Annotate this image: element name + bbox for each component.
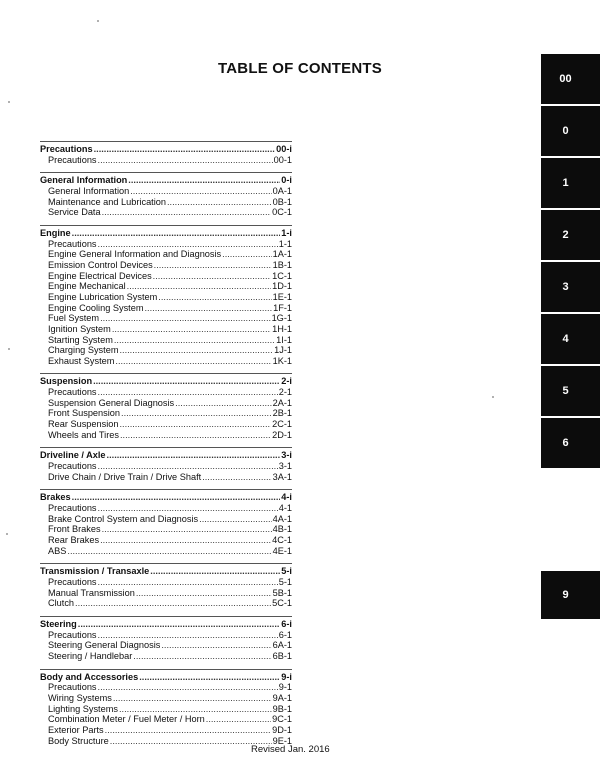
toc-entry[interactable] bbox=[40, 714, 292, 725]
toc-entry-label: Emission Control Devices bbox=[48, 259, 153, 270]
dot-leader bbox=[158, 292, 271, 303]
toc-section-heading-label: Precautions bbox=[40, 144, 93, 154]
toc-entry[interactable] bbox=[40, 503, 292, 514]
dot-leader bbox=[113, 693, 272, 704]
toc-entry-label: Precautions bbox=[48, 461, 97, 472]
dot-leader bbox=[110, 736, 272, 747]
toc-entry-page: 1J-1 bbox=[274, 345, 292, 356]
dot-leader bbox=[167, 197, 272, 208]
dot-leader bbox=[119, 345, 273, 356]
toc-section-heading-page: 3-i bbox=[281, 450, 292, 461]
toc-entry-label: Rear Brakes bbox=[48, 535, 100, 545]
toc-entry[interactable] bbox=[40, 356, 292, 367]
dot-leader bbox=[136, 588, 272, 599]
toc-entry[interactable] bbox=[40, 640, 292, 651]
toc-entry-page: 3-1 bbox=[278, 461, 292, 472]
scan-speck bbox=[492, 396, 494, 398]
toc-entry-label: Wheels and Tires bbox=[48, 429, 119, 440]
dot-leader bbox=[120, 430, 271, 441]
toc-entry-label: Clutch bbox=[48, 598, 75, 609]
dot-leader bbox=[154, 260, 272, 271]
toc-entry[interactable] bbox=[40, 260, 292, 271]
section-divider bbox=[40, 489, 292, 490]
toc-entry[interactable] bbox=[40, 186, 292, 197]
toc-entry-label: Body Structure bbox=[48, 735, 109, 746]
toc-entry-page: 9E-1 bbox=[272, 735, 292, 746]
toc-section-heading-label: Brakes bbox=[40, 492, 71, 503]
toc-entry-label: Engine Mechanical bbox=[48, 281, 126, 292]
scan-speck bbox=[8, 348, 10, 350]
toc-entry[interactable] bbox=[40, 419, 292, 430]
toc-entry-page: 6A-1 bbox=[272, 640, 292, 651]
toc-entry-label: Precautions bbox=[48, 238, 97, 249]
toc-entry-page: 1G-1 bbox=[271, 313, 292, 324]
toc-entry-page: 0C-1 bbox=[272, 207, 292, 218]
scan-speck bbox=[8, 101, 10, 103]
toc-entry-label: Starting System bbox=[48, 334, 113, 345]
dot-leader bbox=[115, 356, 271, 367]
section-divider bbox=[40, 616, 292, 617]
toc-entry-page: 9D-1 bbox=[272, 724, 292, 735]
toc-entry[interactable] bbox=[40, 693, 292, 704]
toc-entry[interactable] bbox=[40, 249, 292, 260]
toc-entry-page: 4E-1 bbox=[272, 545, 292, 556]
section-tab[interactable] bbox=[541, 571, 600, 619]
toc-entry[interactable] bbox=[40, 472, 292, 483]
dot-leader bbox=[105, 725, 271, 736]
toc-section bbox=[40, 373, 292, 440]
section-tab[interactable] bbox=[541, 54, 600, 104]
toc-section-heading-label: General Information bbox=[40, 175, 128, 186]
dot-leader bbox=[98, 387, 278, 398]
toc-entry-label: Combination Meter / Fuel Meter / Horn bbox=[48, 714, 205, 725]
toc-entry[interactable] bbox=[40, 398, 292, 409]
section-tab[interactable] bbox=[541, 418, 600, 468]
toc-entry[interactable] bbox=[40, 197, 292, 208]
dot-leader bbox=[72, 228, 281, 239]
toc-entry-label: Drive Chain / Drive Train / Drive Shaft bbox=[48, 471, 202, 482]
toc-entry[interactable] bbox=[40, 303, 292, 314]
toc-entry-page: 2C-1 bbox=[272, 419, 292, 430]
section-tab-label: 2 bbox=[562, 229, 569, 241]
toc-section-heading-page: 6-i bbox=[281, 618, 292, 629]
scan-speck bbox=[97, 20, 99, 22]
toc-entry-label: Exterior Parts bbox=[48, 724, 104, 735]
toc-section-heading[interactable] bbox=[40, 672, 292, 683]
section-divider bbox=[40, 563, 292, 564]
section-tab-label: 6 bbox=[562, 437, 569, 449]
toc-section-heading-page: 5-i bbox=[281, 566, 292, 577]
toc-entry[interactable] bbox=[40, 292, 292, 303]
toc-entry[interactable] bbox=[40, 408, 292, 419]
dot-leader bbox=[75, 598, 271, 609]
toc-section-heading-page: 9-i bbox=[281, 671, 292, 682]
toc-entry-page: 0A-1 bbox=[272, 185, 292, 196]
dot-leader bbox=[112, 324, 271, 335]
toc-entry-label: Precautions bbox=[48, 154, 97, 165]
section-tab-label: 00 bbox=[559, 73, 572, 85]
toc-section-heading-label: Body and Accessories bbox=[40, 671, 139, 682]
toc-entry[interactable] bbox=[40, 155, 292, 166]
section-divider bbox=[40, 172, 292, 173]
dot-leader bbox=[145, 303, 273, 314]
dot-leader bbox=[100, 313, 271, 324]
toc-entry-label: Manual Transmission bbox=[48, 587, 135, 598]
toc-entry-label: Engine General Information and Diagnosis bbox=[48, 249, 222, 260]
toc-entry-page: 1D-1 bbox=[272, 281, 292, 292]
dot-leader bbox=[119, 704, 272, 715]
toc-entry[interactable] bbox=[40, 345, 292, 356]
toc-entry[interactable] bbox=[40, 598, 292, 609]
dot-leader bbox=[98, 503, 278, 514]
toc-entry[interactable] bbox=[40, 651, 292, 662]
toc-section-heading[interactable] bbox=[40, 492, 292, 503]
toc-entry-page: 5C-1 bbox=[272, 598, 292, 609]
dot-leader bbox=[93, 376, 280, 387]
dot-leader bbox=[72, 492, 281, 503]
dot-leader bbox=[98, 239, 278, 250]
toc-entry-page: 4-1 bbox=[278, 503, 292, 514]
dot-leader bbox=[107, 450, 281, 461]
toc-entry-label: Precautions bbox=[48, 387, 97, 398]
toc-section-heading[interactable] bbox=[40, 566, 292, 577]
toc-section bbox=[40, 225, 292, 367]
toc-entry-page: 9B-1 bbox=[272, 703, 292, 714]
toc-entry-page: 5B-1 bbox=[272, 587, 292, 598]
section-tab-label: 4 bbox=[562, 333, 569, 345]
toc-section-heading-page: 0-i bbox=[281, 175, 292, 186]
dot-leader bbox=[98, 155, 273, 166]
dot-leader bbox=[119, 419, 271, 430]
toc-entry-page: 1F-1 bbox=[273, 302, 292, 313]
toc-entry-label: Precautions bbox=[48, 503, 97, 514]
toc-entry-label: Precautions bbox=[48, 682, 97, 693]
dot-leader bbox=[98, 630, 278, 641]
toc-entry-label: Service Data bbox=[48, 207, 101, 218]
toc-entry-page: 1C-1 bbox=[272, 270, 292, 281]
toc-entry-label: General Information bbox=[48, 185, 130, 196]
toc-section-heading[interactable] bbox=[40, 175, 292, 186]
dot-leader bbox=[202, 472, 271, 483]
dot-leader bbox=[100, 535, 271, 546]
toc-entry-page: 1I-1 bbox=[276, 334, 292, 345]
toc-entry[interactable] bbox=[40, 313, 292, 324]
section-divider bbox=[40, 669, 292, 670]
toc-entry-page: 5-1 bbox=[278, 576, 292, 587]
toc-entry[interactable] bbox=[40, 239, 292, 250]
toc-entry-page: 1K-1 bbox=[272, 355, 292, 366]
dot-leader bbox=[78, 619, 281, 630]
section-divider bbox=[40, 141, 292, 142]
section-divider bbox=[40, 373, 292, 374]
dot-leader bbox=[114, 335, 275, 346]
dot-leader bbox=[121, 408, 272, 419]
dot-leader bbox=[161, 640, 271, 651]
toc-entry[interactable] bbox=[40, 387, 292, 398]
toc-entry-page: 6B-1 bbox=[272, 650, 292, 661]
dot-leader bbox=[130, 186, 271, 197]
toc-entry-label: ABS bbox=[48, 545, 67, 556]
dot-leader bbox=[67, 546, 271, 557]
toc-section bbox=[40, 141, 292, 165]
toc-entry[interactable] bbox=[40, 535, 292, 546]
toc-entry-page: 4B-1 bbox=[272, 524, 292, 535]
toc-entry-page: 4A-1 bbox=[272, 513, 292, 524]
dot-leader bbox=[139, 672, 280, 683]
toc-entry-label: Engine Cooling System bbox=[48, 302, 144, 313]
toc-entry-page: 9C-1 bbox=[272, 714, 292, 725]
toc-entry[interactable] bbox=[40, 704, 292, 715]
page-title: TABLE OF CONTENTS bbox=[218, 60, 382, 77]
dot-leader bbox=[222, 249, 271, 260]
toc-entry-page: 1A-1 bbox=[272, 249, 292, 260]
dot-leader bbox=[150, 566, 280, 577]
toc-entry[interactable] bbox=[40, 207, 292, 218]
toc-entry[interactable] bbox=[40, 630, 292, 641]
toc-entry-label: Steering / Handlebar bbox=[48, 650, 133, 661]
toc-entry[interactable] bbox=[40, 725, 292, 736]
dot-leader bbox=[128, 175, 280, 186]
toc-entry[interactable] bbox=[40, 281, 292, 292]
dot-leader bbox=[94, 144, 276, 155]
toc-entry[interactable] bbox=[40, 430, 292, 441]
toc-section bbox=[40, 616, 292, 662]
toc-entry-label: Front Suspension bbox=[48, 408, 121, 419]
dot-leader bbox=[199, 514, 271, 525]
toc-entry-page: 2D-1 bbox=[272, 429, 292, 440]
dot-leader bbox=[98, 461, 278, 472]
toc-entry[interactable] bbox=[40, 524, 292, 535]
toc-section-heading-label: Driveline / Axle bbox=[40, 450, 106, 461]
dot-leader bbox=[98, 682, 278, 693]
toc-entry[interactable] bbox=[40, 461, 292, 472]
toc-entry-label: Exhaust System bbox=[48, 355, 115, 366]
section-tab-label: 3 bbox=[562, 281, 569, 293]
section-tab[interactable] bbox=[541, 106, 600, 156]
toc-entry-label: Precautions bbox=[48, 576, 97, 587]
dot-leader bbox=[175, 398, 271, 409]
dot-leader bbox=[102, 524, 272, 535]
dot-leader bbox=[206, 714, 271, 725]
toc-entry-label: Engine Electrical Devices bbox=[48, 270, 152, 281]
toc-entry[interactable] bbox=[40, 682, 292, 693]
toc-entry-page: 9A-1 bbox=[272, 692, 292, 703]
toc-entry-label: Steering General Diagnosis bbox=[48, 640, 161, 651]
toc-entry-label: Lighting Systems bbox=[48, 703, 118, 714]
toc-section-heading-page: 4-i bbox=[281, 492, 292, 503]
toc-entry[interactable] bbox=[40, 271, 292, 282]
toc-section bbox=[40, 172, 292, 218]
dot-leader bbox=[153, 271, 271, 282]
toc-entry-label: Fuel System bbox=[48, 313, 100, 324]
dot-leader bbox=[127, 281, 271, 292]
toc-entry-label: Suspension General Diagnosis bbox=[48, 397, 175, 408]
toc-section-heading-page: 1-i bbox=[281, 227, 292, 238]
toc-section-heading[interactable] bbox=[40, 450, 292, 461]
toc-entry-page: 2A-1 bbox=[272, 397, 292, 408]
section-tab-label: 1 bbox=[562, 177, 569, 189]
section-tab[interactable] bbox=[541, 158, 600, 208]
toc-entry-label: Wiring Systems bbox=[48, 692, 112, 703]
toc-section-heading[interactable] bbox=[40, 619, 292, 630]
toc-entry-page: 1-1 bbox=[278, 238, 292, 249]
toc-section bbox=[40, 489, 292, 556]
toc-entry-page: 1B-1 bbox=[272, 259, 292, 270]
section-divider bbox=[40, 447, 292, 448]
section-tab[interactable] bbox=[541, 210, 600, 260]
toc-entry-page: 2-1 bbox=[278, 387, 292, 398]
toc-entry[interactable] bbox=[40, 335, 292, 346]
dot-leader bbox=[98, 577, 278, 588]
toc-entry[interactable] bbox=[40, 588, 292, 599]
dot-leader bbox=[133, 651, 271, 662]
section-tab-label: 5 bbox=[562, 385, 569, 397]
section-tab[interactable] bbox=[541, 366, 600, 416]
toc-section bbox=[40, 669, 292, 747]
toc-section-heading-page: 00-i bbox=[276, 144, 292, 154]
toc-section bbox=[40, 563, 292, 609]
toc-entry-label: Rear Suspension bbox=[48, 419, 119, 430]
toc-entry-page: 1E-1 bbox=[272, 291, 292, 302]
toc-entry-label: Precautions bbox=[48, 629, 97, 640]
toc-entry-page: 3A-1 bbox=[272, 471, 292, 482]
scan-speck bbox=[6, 533, 8, 535]
revision-note: Revised Jan. 2016 bbox=[251, 744, 330, 755]
toc-entry[interactable] bbox=[40, 577, 292, 588]
toc-entry-label: Front Brakes bbox=[48, 524, 101, 535]
toc-entry-page: 0B-1 bbox=[272, 196, 292, 207]
toc-entry-label: Brake Control System and Diagnosis bbox=[48, 513, 199, 524]
section-divider bbox=[40, 225, 292, 226]
toc-section-heading[interactable] bbox=[40, 376, 292, 387]
section-tab[interactable] bbox=[541, 314, 600, 364]
toc-section-heading-label: Steering bbox=[40, 618, 77, 629]
section-tab[interactable] bbox=[541, 262, 600, 312]
toc-section-heading-label: Engine bbox=[40, 227, 71, 238]
toc-entry[interactable] bbox=[40, 324, 292, 335]
toc-entry[interactable] bbox=[40, 514, 292, 525]
toc-section-heading-label: Suspension bbox=[40, 376, 93, 387]
toc-entry-label: Charging System bbox=[48, 345, 119, 356]
toc-entry-label: Maintenance and Lubrication bbox=[48, 196, 166, 207]
toc-entry-page: 6-1 bbox=[278, 629, 292, 640]
toc-section bbox=[40, 447, 292, 482]
toc-entry-label: Ignition System bbox=[48, 323, 111, 334]
dot-leader bbox=[102, 207, 271, 218]
toc-entry[interactable] bbox=[40, 546, 292, 557]
toc-entry-page: 1H-1 bbox=[272, 323, 292, 334]
toc-section-heading[interactable] bbox=[40, 228, 292, 239]
toc-section-heading-label: Transmission / Transaxle bbox=[40, 566, 150, 577]
toc-entry-page: 00-1 bbox=[273, 154, 292, 165]
toc-section-heading-page: 2-i bbox=[281, 376, 292, 387]
section-tab-label: 9 bbox=[562, 589, 569, 601]
toc-entry-page: 4C-1 bbox=[272, 535, 292, 545]
toc-section-heading[interactable] bbox=[40, 144, 292, 155]
table-of-contents bbox=[40, 141, 292, 753]
toc-entry-page: 9-1 bbox=[278, 682, 292, 693]
toc-entry-label: Engine Lubrication System bbox=[48, 291, 158, 302]
section-tab-label: 0 bbox=[562, 125, 569, 137]
toc-entry-page: 2B-1 bbox=[272, 408, 292, 419]
